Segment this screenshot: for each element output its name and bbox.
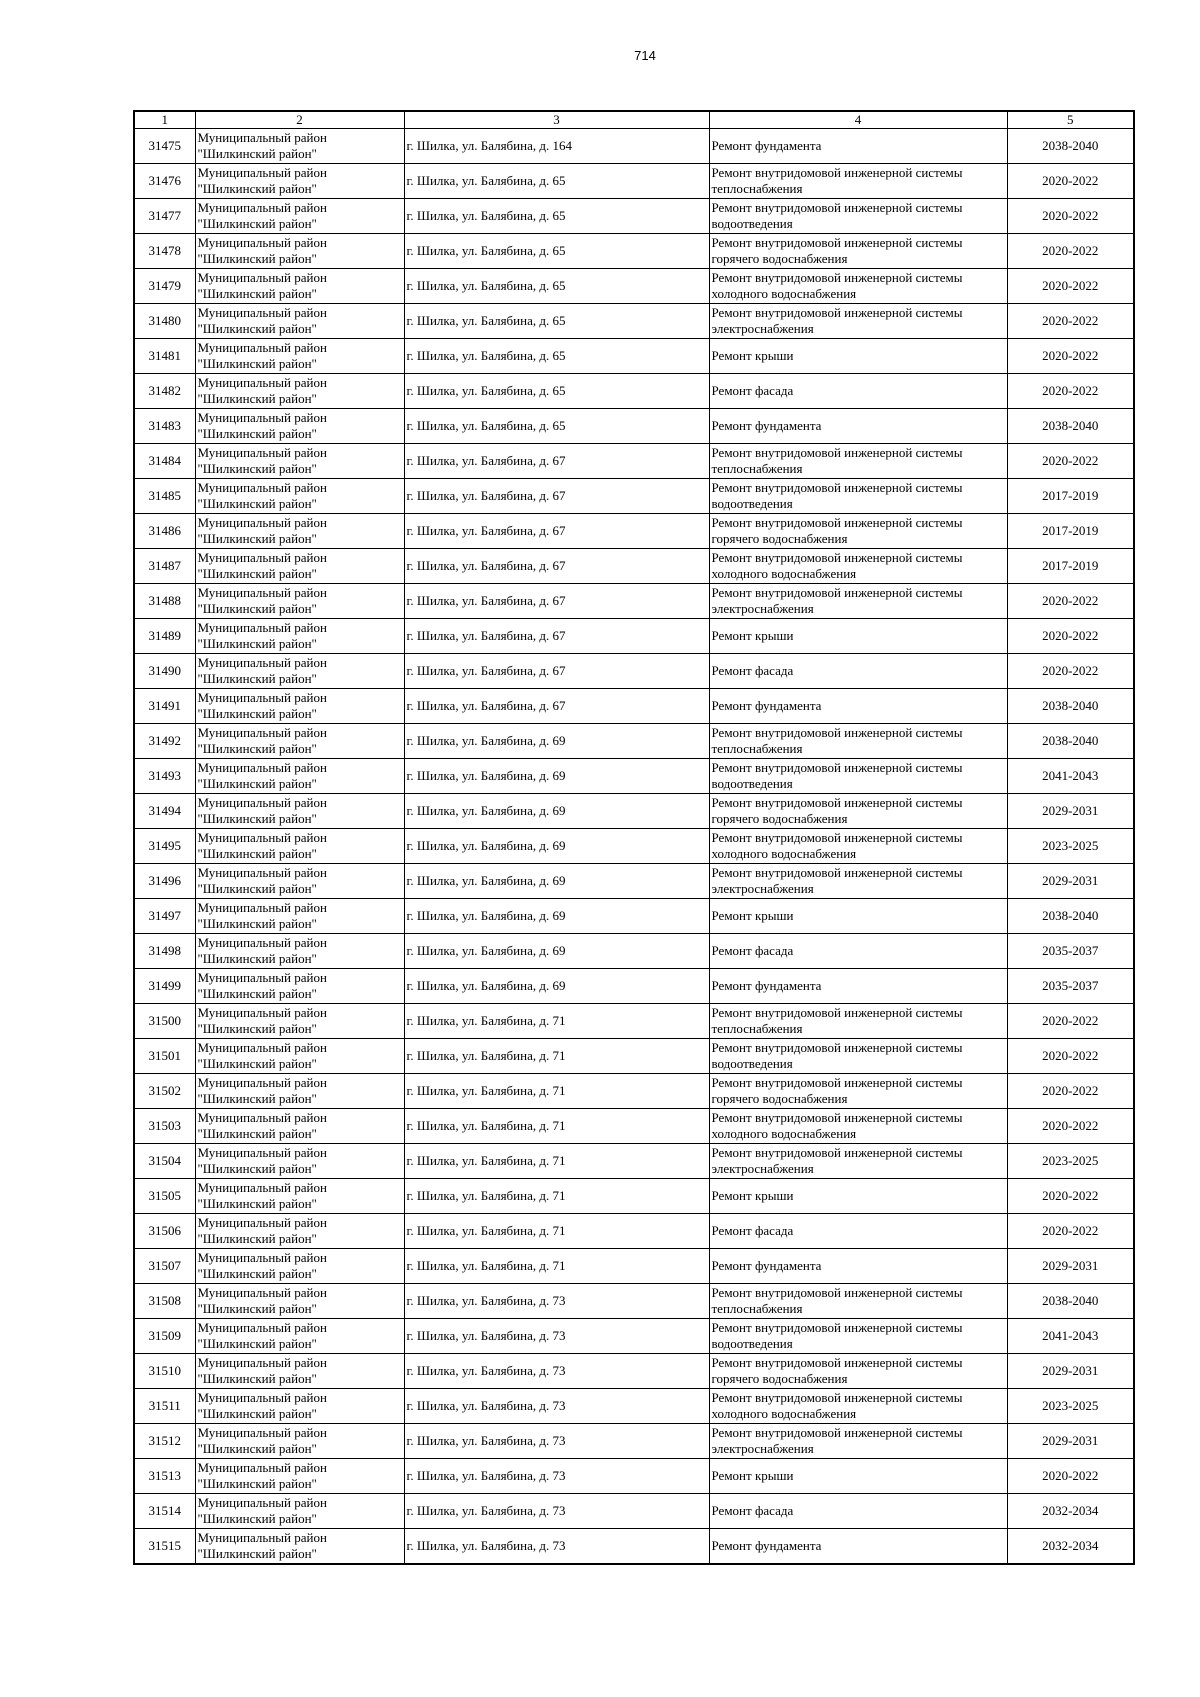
row-number: 31479 [134,269,195,304]
period-cell: 2032-2034 [1007,1529,1134,1565]
work-type-cell: Ремонт фасада [709,1214,1007,1249]
district-cell: Муниципальный район "Шилкинский район" [195,479,404,514]
district-cell: Муниципальный район "Шилкинский район" [195,1039,404,1074]
address-cell: г. Шилка, ул. Балябина, д. 67 [404,549,709,584]
table-row [134,899,1134,934]
period-cell: 2029-2031 [1007,1354,1134,1389]
table-row [134,969,1134,1004]
work-type-cell: Ремонт внутридомовой инженерной системы водоотведения [709,199,1007,234]
table-row [134,829,1134,864]
table-row [134,444,1134,479]
table-row [134,549,1134,584]
work-type-cell: Ремонт внутридомовой инженерной системы электроснабжения [709,864,1007,899]
period-cell: 2038-2040 [1007,899,1134,934]
address-cell: г. Шилка, ул. Балябина, д. 69 [404,724,709,759]
work-type-cell: Ремонт крыши [709,619,1007,654]
table-row [134,269,1134,304]
period-cell: 2020-2022 [1007,1109,1134,1144]
work-type-cell: Ремонт внутридомовой инженерной системы горячего водоснабжения [709,514,1007,549]
work-type-cell: Ремонт фундамента [709,129,1007,164]
district-cell: Муниципальный район "Шилкинский район" [195,1074,404,1109]
row-number: 31478 [134,234,195,269]
district-cell: Муниципальный район "Шилкинский район" [195,1144,404,1179]
work-type-cell: Ремонт фундамента [709,969,1007,1004]
table-row [134,1039,1134,1074]
district-cell: Муниципальный район "Шилкинский район" [195,619,404,654]
work-type-cell: Ремонт крыши [709,1179,1007,1214]
address-cell: г. Шилка, ул. Балябина, д. 65 [404,269,709,304]
row-number: 31506 [134,1214,195,1249]
period-cell: 2017-2019 [1007,549,1134,584]
period-cell: 2020-2022 [1007,374,1134,409]
address-cell: г. Шилка, ул. Балябина, д. 69 [404,829,709,864]
period-cell: 2017-2019 [1007,514,1134,549]
address-cell: г. Шилка, ул. Балябина, д. 69 [404,759,709,794]
work-type-cell: Ремонт фасада [709,934,1007,969]
row-number: 31486 [134,514,195,549]
district-cell: Муниципальный район "Шилкинский район" [195,584,404,619]
district-cell: Муниципальный район "Шилкинский район" [195,129,404,164]
row-number: 31487 [134,549,195,584]
period-cell: 2029-2031 [1007,864,1134,899]
address-cell: г. Шилка, ул. Балябина, д. 65 [404,409,709,444]
district-cell: Муниципальный район "Шилкинский район" [195,1179,404,1214]
table-row [134,339,1134,374]
district-cell: Муниципальный район "Шилкинский район" [195,1214,404,1249]
period-cell: 2041-2043 [1007,759,1134,794]
table-row [134,689,1134,724]
table-row [134,1319,1134,1354]
district-cell: Муниципальный район "Шилкинский район" [195,1319,404,1354]
work-type-cell: Ремонт внутридомовой инженерной системы водоотведения [709,759,1007,794]
work-type-cell: Ремонт внутридомовой инженерной системы теплоснабжения [709,1284,1007,1319]
work-type-cell: Ремонт внутридомовой инженерной системы горячего водоснабжения [709,1354,1007,1389]
work-type-cell: Ремонт внутридомовой инженерной системы теплоснабжения [709,1004,1007,1039]
work-type-cell: Ремонт фасада [709,374,1007,409]
table-row [134,514,1134,549]
table-row [134,1459,1134,1494]
work-type-cell: Ремонт внутридомовой инженерной системы горячего водоснабжения [709,794,1007,829]
address-cell: г. Шилка, ул. Балябина, д. 69 [404,899,709,934]
period-cell: 2023-2025 [1007,829,1134,864]
table-row [134,1424,1134,1459]
row-number: 31497 [134,899,195,934]
period-cell: 2020-2022 [1007,199,1134,234]
address-cell: г. Шилка, ул. Балябина, д. 67 [404,619,709,654]
row-number: 31476 [134,164,195,199]
district-cell: Муниципальный район "Шилкинский район" [195,444,404,479]
address-cell: г. Шилка, ул. Балябина, д. 71 [404,1144,709,1179]
row-number: 31514 [134,1494,195,1529]
period-cell: 2020-2022 [1007,1459,1134,1494]
work-type-cell: Ремонт внутридомовой инженерной системы горячего водоснабжения [709,1074,1007,1109]
column-header-4: 4 [709,111,1007,129]
table-row [134,304,1134,339]
district-cell: Муниципальный район "Шилкинский район" [195,689,404,724]
row-number: 31483 [134,409,195,444]
row-number: 31480 [134,304,195,339]
address-cell: г. Шилка, ул. Балябина, д. 71 [404,1004,709,1039]
table-row [134,724,1134,759]
period-cell: 2020-2022 [1007,654,1134,689]
district-cell: Муниципальный район "Шилкинский район" [195,1529,404,1565]
row-number: 31509 [134,1319,195,1354]
table-row [134,1284,1134,1319]
table-row [134,374,1134,409]
work-type-cell: Ремонт внутридомовой инженерной системы электроснабжения [709,1144,1007,1179]
row-number: 31490 [134,654,195,689]
address-cell: г. Шилка, ул. Балябина, д. 73 [404,1494,709,1529]
row-number: 31491 [134,689,195,724]
district-cell: Муниципальный район "Шилкинский район" [195,1249,404,1284]
work-type-cell: Ремонт внутридомовой инженерной системы холодного водоснабжения [709,549,1007,584]
district-cell: Муниципальный район "Шилкинский район" [195,304,404,339]
table-row [134,1249,1134,1284]
row-number: 31492 [134,724,195,759]
work-type-cell: Ремонт внутридомовой инженерной системы теплоснабжения [709,444,1007,479]
period-cell: 2020-2022 [1007,1179,1134,1214]
address-cell: г. Шилка, ул. Балябина, д. 71 [404,1249,709,1284]
address-cell: г. Шилка, ул. Балябина, д. 67 [404,654,709,689]
period-cell: 2020-2022 [1007,619,1134,654]
row-number: 31493 [134,759,195,794]
district-cell: Муниципальный район "Шилкинский район" [195,199,404,234]
address-cell: г. Шилка, ул. Балябина, д. 67 [404,479,709,514]
work-type-cell: Ремонт внутридомовой инженерной системы электроснабжения [709,1424,1007,1459]
district-cell: Муниципальный район "Шилкинский район" [195,1354,404,1389]
row-number: 31507 [134,1249,195,1284]
work-type-cell: Ремонт внутридомовой инженерной системы горячего водоснабжения [709,234,1007,269]
period-cell: 2038-2040 [1007,409,1134,444]
row-number: 31503 [134,1109,195,1144]
work-type-cell: Ремонт внутридомовой инженерной системы водоотведения [709,1319,1007,1354]
row-number: 31499 [134,969,195,1004]
table-row [134,794,1134,829]
period-cell: 2020-2022 [1007,304,1134,339]
row-number: 31481 [134,339,195,374]
table-row [134,759,1134,794]
district-cell: Муниципальный район "Шилкинский район" [195,339,404,374]
address-cell: г. Шилка, ул. Балябина, д. 65 [404,164,709,199]
work-type-cell: Ремонт крыши [709,339,1007,374]
period-cell: 2020-2022 [1007,1214,1134,1249]
period-cell: 2020-2022 [1007,164,1134,199]
column-header-2: 2 [195,111,404,129]
period-cell: 2038-2040 [1007,1284,1134,1319]
address-cell: г. Шилка, ул. Балябина, д. 73 [404,1459,709,1494]
district-cell: Муниципальный район "Шилкинский район" [195,549,404,584]
work-type-cell: Ремонт внутридомовой инженерной системы электроснабжения [709,584,1007,619]
table-row [134,934,1134,969]
row-number: 31475 [134,129,195,164]
table-row [134,1179,1134,1214]
table-body [134,129,1134,1565]
table-row [134,1004,1134,1039]
address-cell: г. Шилка, ул. Балябина, д. 69 [404,934,709,969]
district-cell: Муниципальный район "Шилкинский район" [195,164,404,199]
repair-schedule-table [133,110,1135,1565]
work-type-cell: Ремонт внутридомовой инженерной системы водоотведения [709,1039,1007,1074]
address-cell: г. Шилка, ул. Балябина, д. 65 [404,304,709,339]
table-row [134,199,1134,234]
address-cell: г. Шилка, ул. Балябина, д. 67 [404,444,709,479]
work-type-cell: Ремонт внутридомовой инженерной системы теплоснабжения [709,164,1007,199]
table-row [134,129,1134,164]
work-type-cell: Ремонт внутридомовой инженерной системы холодного водоснабжения [709,829,1007,864]
address-cell: г. Шилка, ул. Балябина, д. 67 [404,514,709,549]
row-number: 31488 [134,584,195,619]
row-number: 31515 [134,1529,195,1565]
table-row [134,864,1134,899]
work-type-cell: Ремонт фасада [709,1494,1007,1529]
address-cell: г. Шилка, ул. Балябина, д. 71 [404,1179,709,1214]
district-cell: Муниципальный район "Шилкинский район" [195,234,404,269]
row-number: 31477 [134,199,195,234]
row-number: 31513 [134,1459,195,1494]
district-cell: Муниципальный район "Шилкинский район" [195,654,404,689]
row-number: 31508 [134,1284,195,1319]
row-number: 31489 [134,619,195,654]
district-cell: Муниципальный район "Шилкинский район" [195,1459,404,1494]
district-cell: Муниципальный район "Шилкинский район" [195,409,404,444]
period-cell: 2038-2040 [1007,129,1134,164]
table-header [134,111,1134,129]
table-row [134,619,1134,654]
work-type-cell: Ремонт фундамента [709,1529,1007,1565]
table-row [134,479,1134,514]
address-cell: г. Шилка, ул. Балябина, д. 71 [404,1109,709,1144]
period-cell: 2029-2031 [1007,1424,1134,1459]
district-cell: Муниципальный район "Шилкинский район" [195,1284,404,1319]
work-type-cell: Ремонт фасада [709,654,1007,689]
work-type-cell: Ремонт внутридомовой инженерной системы теплоснабжения [709,724,1007,759]
work-type-cell: Ремонт фундамента [709,689,1007,724]
row-number: 31484 [134,444,195,479]
district-cell: Муниципальный район "Шилкинский район" [195,514,404,549]
table-row [134,1354,1134,1389]
district-cell: Муниципальный район "Шилкинский район" [195,269,404,304]
work-type-cell: Ремонт внутридомовой инженерной системы водоотведения [709,479,1007,514]
table-row [134,1214,1134,1249]
district-cell: Муниципальный район "Шилкинский район" [195,864,404,899]
table-row [134,164,1134,199]
district-cell: Муниципальный район "Шилкинский район" [195,794,404,829]
district-cell: Муниципальный район "Шилкинский район" [195,969,404,1004]
address-cell: г. Шилка, ул. Балябина, д. 73 [404,1354,709,1389]
address-cell: г. Шилка, ул. Балябина, д. 65 [404,339,709,374]
address-cell: г. Шилка, ул. Балябина, д. 71 [404,1074,709,1109]
row-number: 31501 [134,1039,195,1074]
work-type-cell: Ремонт внутридомовой инженерной системы холодного водоснабжения [709,1109,1007,1144]
district-cell: Муниципальный район "Шилкинский район" [195,899,404,934]
page-number: 714 [634,48,656,63]
work-type-cell: Ремонт внутридомовой инженерной системы электроснабжения [709,304,1007,339]
period-cell: 2020-2022 [1007,234,1134,269]
period-cell: 2020-2022 [1007,444,1134,479]
row-number: 31505 [134,1179,195,1214]
address-cell: г. Шилка, ул. Балябина, д. 65 [404,199,709,234]
period-cell: 2017-2019 [1007,479,1134,514]
row-number: 31482 [134,374,195,409]
work-type-cell: Ремонт фундамента [709,1249,1007,1284]
column-header-3: 3 [404,111,709,129]
address-cell: г. Шилка, ул. Балябина, д. 73 [404,1284,709,1319]
district-cell: Муниципальный район "Шилкинский район" [195,374,404,409]
row-number: 31511 [134,1389,195,1424]
work-type-cell: Ремонт крыши [709,899,1007,934]
table-row [134,1494,1134,1529]
row-number: 31502 [134,1074,195,1109]
table-row [134,1144,1134,1179]
district-cell: Муниципальный район "Шилкинский район" [195,1004,404,1039]
period-cell: 2038-2040 [1007,689,1134,724]
address-cell: г. Шилка, ул. Балябина, д. 73 [404,1424,709,1459]
address-cell: г. Шилка, ул. Балябина, д. 71 [404,1039,709,1074]
period-cell: 2035-2037 [1007,969,1134,1004]
row-number: 31504 [134,1144,195,1179]
work-type-cell: Ремонт крыши [709,1459,1007,1494]
address-cell: г. Шилка, ул. Балябина, д. 67 [404,689,709,724]
period-cell: 2020-2022 [1007,584,1134,619]
row-number: 31498 [134,934,195,969]
table-row [134,234,1134,269]
period-cell: 2020-2022 [1007,1074,1134,1109]
address-cell: г. Шилка, ул. Балябина, д. 73 [404,1389,709,1424]
district-cell: Муниципальный район "Шилкинский район" [195,1424,404,1459]
address-cell: г. Шилка, ул. Балябина, д. 164 [404,129,709,164]
district-cell: Муниципальный район "Шилкинский район" [195,829,404,864]
period-cell: 2041-2043 [1007,1319,1134,1354]
table-row [134,1389,1134,1424]
period-cell: 2023-2025 [1007,1389,1134,1424]
district-cell: Муниципальный район "Шилкинский район" [195,1109,404,1144]
period-cell: 2023-2025 [1007,1144,1134,1179]
district-cell: Муниципальный район "Шилкинский район" [195,1389,404,1424]
period-cell: 2020-2022 [1007,339,1134,374]
district-cell: Муниципальный район "Шилкинский район" [195,1494,404,1529]
period-cell: 2020-2022 [1007,1039,1134,1074]
address-cell: г. Шилка, ул. Балябина, д. 73 [404,1319,709,1354]
column-header-1: 1 [134,111,195,129]
address-cell: г. Шилка, ул. Балябина, д. 69 [404,969,709,1004]
row-number: 31510 [134,1354,195,1389]
row-number: 31496 [134,864,195,899]
period-cell: 2020-2022 [1007,269,1134,304]
address-cell: г. Шилка, ул. Балябина, д. 65 [404,374,709,409]
address-cell: г. Шилка, ул. Балябина, д. 69 [404,794,709,829]
work-type-cell: Ремонт внутридомовой инженерной системы холодного водоснабжения [709,1389,1007,1424]
table-row [134,654,1134,689]
district-cell: Муниципальный район "Шилкинский район" [195,724,404,759]
address-cell: г. Шилка, ул. Балябина, д. 71 [404,1214,709,1249]
period-cell: 2029-2031 [1007,1249,1134,1284]
period-cell: 2032-2034 [1007,1494,1134,1529]
table-row [134,1074,1134,1109]
period-cell: 2038-2040 [1007,724,1134,759]
address-cell: г. Шилка, ул. Балябина, д. 67 [404,584,709,619]
row-number: 31494 [134,794,195,829]
district-cell: Муниципальный район "Шилкинский район" [195,759,404,794]
period-cell: 2029-2031 [1007,794,1134,829]
row-number: 31500 [134,1004,195,1039]
work-type-cell: Ремонт фундамента [709,409,1007,444]
table-row [134,584,1134,619]
address-cell: г. Шилка, ул. Балябина, д. 69 [404,864,709,899]
address-cell: г. Шилка, ул. Балябина, д. 65 [404,234,709,269]
period-cell: 2035-2037 [1007,934,1134,969]
work-type-cell: Ремонт внутридомовой инженерной системы холодного водоснабжения [709,269,1007,304]
table-row [134,1529,1134,1565]
row-number: 31512 [134,1424,195,1459]
district-cell: Муниципальный район "Шилкинский район" [195,934,404,969]
column-header-5: 5 [1007,111,1134,129]
row-number: 31485 [134,479,195,514]
address-cell: г. Шилка, ул. Балябина, д. 73 [404,1529,709,1565]
period-cell: 2020-2022 [1007,1004,1134,1039]
row-number: 31495 [134,829,195,864]
table-row [134,409,1134,444]
table-row [134,1109,1134,1144]
